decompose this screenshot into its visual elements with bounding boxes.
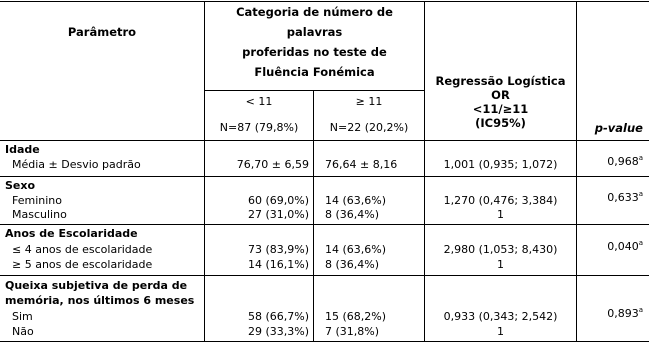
header-lt11: < 11 (245, 95, 273, 108)
escolaridade-row1-label: ≤ 4 anos de escolaridade (12, 243, 153, 256)
header-regression: Regressão Logística OR <11/≥11 (IC95%) (435, 74, 566, 130)
rule-header-bottom (0, 140, 649, 141)
section-queixa-title: Queixa subjetiva de perda de memória, nos últimos 6 meses (5, 279, 195, 307)
vline-3 (424, 1, 425, 341)
idade-row-label: Média ± Desvio padrão (12, 158, 141, 171)
sexo-row1-lt11: 60 (69,0%) (247, 194, 309, 207)
escolaridade-row2-lt11: 14 (16,1%) (247, 258, 309, 271)
sexo-row2-or: 1 (497, 208, 504, 221)
escolaridade-row1-ge11: 14 (63,6%) (325, 243, 387, 256)
idade-or: 1,001 (0,935; 1,072) (443, 158, 558, 171)
escolaridade-row2-or: 1 (497, 258, 504, 271)
sexo-pvalue: 0,633$^a$ (607, 190, 643, 204)
queixa-row1-ge11: 15 (68,2%) (325, 310, 387, 323)
queixa-row1-or: 0,933 (0,343; 2,542) (443, 310, 558, 323)
queixa-row1-lt11: 58 (66,7%) (247, 310, 309, 323)
escolaridade-row1-or: 2,980 (1,053; 8,430) (443, 243, 558, 256)
queixa-row2-or: 1 (497, 325, 504, 338)
rule-subheader (204, 90, 424, 91)
escolaridade-pvalue: 0,040$^a$ (607, 239, 643, 253)
rule-after-sexo (0, 224, 649, 225)
header-n-lt11: N=87 (79,8%) (219, 121, 299, 134)
rule-bottom (0, 341, 649, 342)
sexo-row1-label: Feminino (12, 194, 62, 207)
escolaridade-row1-lt11: 73 (83,9%) (247, 243, 309, 256)
section-escolaridade-title: Anos de Escolaridade (5, 227, 138, 240)
rule-after-idade (0, 176, 649, 177)
queixa-pvalue: 0,893$^a$ (607, 306, 643, 320)
vline-4 (576, 1, 577, 341)
header-n-ge11: N=22 (20,2%) (329, 121, 409, 134)
header-category: Categoria de número de palavras proferidas no teste de Fluência Fonémica (236, 5, 393, 79)
queixa-row2-lt11: 29 (33,3%) (247, 325, 309, 338)
section-sexo-title: Sexo (5, 179, 36, 192)
header-parametro: Parâmetro (67, 25, 137, 39)
rule-after-escolaridade (0, 275, 649, 276)
sexo-row2-lt11: 27 (31,0%) (247, 208, 309, 221)
section-idade-title: Idade (5, 143, 40, 156)
sexo-row2-ge11: 8 (36,4%) (325, 208, 380, 221)
queixa-row2-ge11: 7 (31,8%) (325, 325, 380, 338)
escolaridade-row2-label: ≥ 5 anos de escolaridade (12, 258, 153, 271)
queixa-row2-label: Não (12, 325, 34, 338)
idade-lt11: 76,70 ± 6,59 (236, 158, 309, 171)
sexo-row2-label: Masculino (12, 208, 67, 221)
idade-ge11: 76,64 ± 8,16 (325, 158, 398, 171)
queixa-row1-label: Sim (12, 310, 33, 323)
escolaridade-row2-ge11: 8 (36,4%) (325, 258, 380, 271)
sexo-row1-or: 1,270 (0,476; 3,384) (443, 194, 558, 207)
idade-pvalue: 0,968$^a$ (607, 154, 643, 168)
sexo-row1-ge11: 14 (63,6%) (325, 194, 387, 207)
header-pvalue: p-value (594, 121, 643, 135)
header-ge11: ≥ 11 (355, 95, 383, 108)
